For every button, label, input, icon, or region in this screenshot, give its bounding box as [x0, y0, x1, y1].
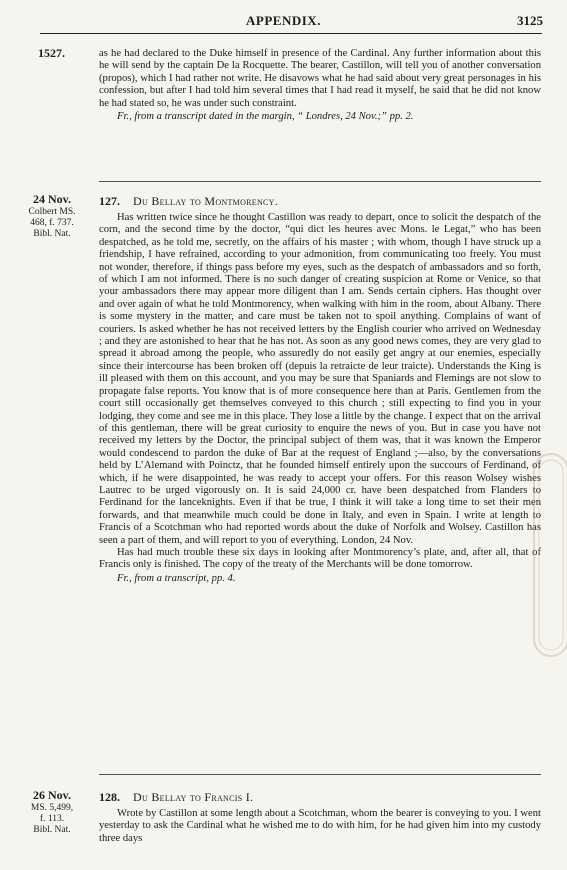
entry-128-ref: MS. 5,499,	[30, 803, 74, 813]
page-number: 3125	[517, 13, 543, 28]
library-stamp-watermark	[528, 450, 567, 660]
header-title: APPENDIX.	[246, 13, 321, 28]
entry-128-margin	[10, 790, 94, 836]
entry-128-heading	[99, 790, 541, 805]
year-marker: 1527.	[38, 46, 65, 60]
entry-127-body	[99, 212, 541, 585]
entry-127-paragraph: Has written twice since he thought Castillon was ready to depart, once to solicit the despatch of the corn, and the second time by the doctor, “qui dict les heures avec Mons. le Legat,” who has been despatched, as he told me, secretly, on the affairs of his master ; with whom, though I have struck up a friendship, I have refrained, according to your admonition, from communicating too freely. You must not wonder, therefore, if things pass before my eyes, such as the despatch of ambassadors and so forth, of which I am not informed. There is no such danger of creating suspicion at Rome or Venice, so that your ambassadors there may appear more diligent than I am. Sends certain ciphers. Has thought over and over again of what he told Montmorency, when walking with him in the room, about Albany. There is some mystery in the matter, and care must be taken not to spoil anything. Complains of want of couriers. Is asked whether he has not received letters by the English courier who arrived on Wednesday ; and they are astonished to hear that he has not. As soon as any good news comes, they are very glad to spread it abroad among the people, who assuredly do not easily get angry at our enemies, especially since their intercourse has been broken off (depuis la retraicte de leur traicte). Understands the King is ill pleased with them on this account, and you may be sure that Spaniards and Flemings are not slow to propagate false reports. You know that is of more consequence here than at Paris. Gentlemen from the court still occasionally get themselves conveyed to this church ; still expecting to find you in your lodging, they come and see me in this place. They lose a little by the change. I expect that on the arrival of this gentleman, there will be great curiosity to enquire the news of you. But in case you have not received my letters by the Doctor, the principal subject of them was, that it was known the Emperor would condescend to pardon the duke of Bar at the request of England ;—also, by the conversations held by L’Alemand with Poinctz, that he founded himself entirely upon the succours of Ferdinand, of which, if he were disappointed, he was ready to accept your offers. For this reason Wolsey wishes Lautrec to be urged vigorously on. It is said 24,000 cr. have been despatched from Flanders to Ferdinand for the lanceknights. Even if that be true, I think it will take a long time to set their men forwards, and that meanwhile much could be done in Italy, and even in Spain. I write at length to Francis of a Scotchman who had reported words about the duke of Norfolk and Wolsey. Castillon has seen a part of them, and will report to you of everything. London, 24 Nov.	[99, 212, 541, 546]
running-header	[0, 13, 567, 33]
entry-128-ref: Bibl. Nat.	[33, 825, 71, 835]
continuation-paragraph: as he had declared to the Duke himself in presence of the Cardinal. Any further information about this he will send by the captain De la Rocquette. The bearer, Castillon, will tell you of another conversation (propos), which I had rather not write. He disavows what he had said about very great personages in his confession, but after I had told him several times that I had read it myself, he said that he did not know he had stated so, he was under such constraint.	[99, 48, 541, 109]
entry-128-body	[99, 808, 541, 845]
entry-128-title: Du Bellay to Francis I.	[133, 790, 254, 804]
entry-127-ref: Colbert MS.	[28, 207, 76, 217]
entry-127-title: Du Bellay to Montmorency.	[133, 194, 279, 208]
entry-128-date: 26 Nov.	[32, 788, 71, 802]
continuation-source: Fr., from a transcript dated in the margin, “ Londres, 24 Nov.;” pp. 2.	[117, 111, 414, 123]
entry-divider	[99, 181, 541, 182]
entry-127-heading	[99, 194, 541, 209]
entry-128-ref: f. 113.	[39, 814, 65, 824]
entry-127-paragraph: Has had much trouble these six days in looking after Montmorency’s plate, and, after all, that of Francis only is finished. The copy of the treaty of the Merchants will be done tomorrow.	[99, 546, 541, 571]
continuation-block	[99, 48, 541, 123]
entry-128-paragraph: Wrote by Castillon at some length about a Scotchman, whom the bearer is conveying to you. I went yesterday to ask the Cardinal what he wished me to do with him, for he had given him into my custody three days	[99, 808, 541, 844]
entry-127-margin	[10, 194, 94, 240]
entry-127-ref: Bibl. Nat.	[33, 229, 71, 239]
entry-divider	[99, 774, 541, 775]
entry-128-number: 128.	[99, 790, 120, 804]
entry-127-ref: 468, f. 737.	[30, 218, 74, 228]
entry-127-source: Fr., from a transcript, pp. 4.	[117, 572, 236, 584]
entry-127-date: 24 Nov.	[32, 192, 71, 206]
header-rule	[40, 33, 542, 34]
entry-127-number: 127.	[99, 194, 120, 208]
